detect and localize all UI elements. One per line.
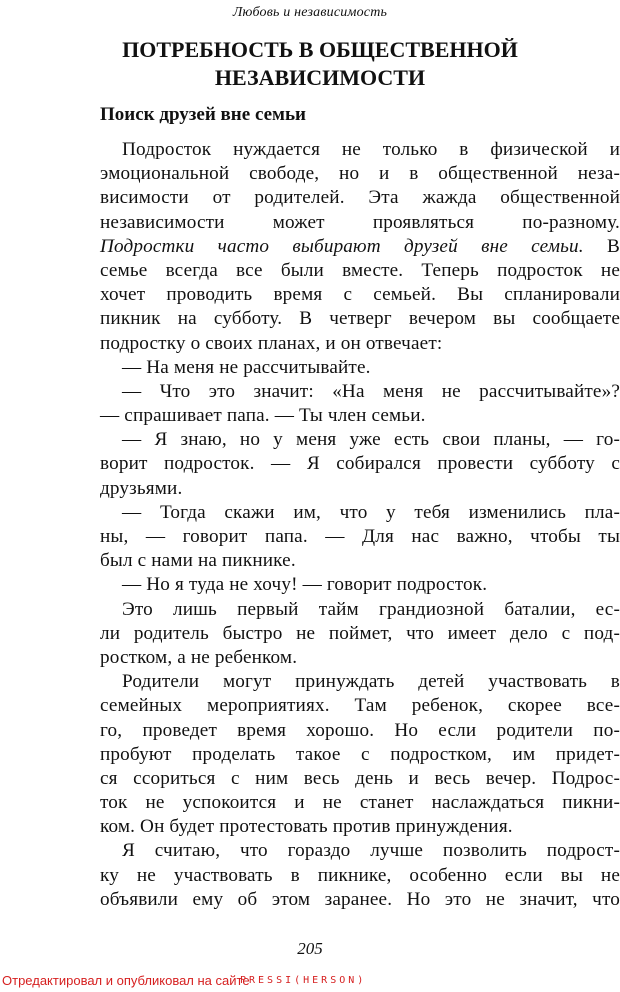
text-line: независимости может проявляться по-разному. <box>100 211 620 233</box>
italic-emphasis: Подростки часто выбирают друзей вне семьи. <box>100 235 584 257</box>
text-line: хочет проводить время с семьей. Вы спланировали <box>100 284 620 306</box>
text-line: — Тогда скажи им, что у тебя изменились пла- <box>122 501 620 523</box>
text-line: Подростки часто выбирают друзей вне семьи. В <box>100 235 620 257</box>
section-title: Поиск друзей вне семьи <box>100 104 306 125</box>
text-line: Я считаю, что гораздо лучше позволить подрост- <box>122 840 620 862</box>
body-text <box>100 138 620 912</box>
text-line: был с нами на пикнике. <box>100 550 296 572</box>
chapter-title: ПОТРЕБНОСТЬ В ОБЩЕСТВЕННОЙ НЕЗАВИСИМОСТИ <box>122 37 518 90</box>
text-line: — На меня не рассчитывайте. <box>122 356 371 378</box>
text-line: семье всегда все были вместе. Теперь подросток не <box>100 259 620 281</box>
text-line: семейных мероприятиях. Там ребенок, скорее все- <box>100 695 620 717</box>
text-line: Это лишь первый тайм грандиозной баталии, ес- <box>122 598 620 620</box>
page-number: 205 <box>297 939 323 958</box>
text-line: эмоциональной свободе, но и в общественной неза- <box>100 163 620 185</box>
text-line: ком. Он будет протестовать против принуждения. <box>100 816 513 838</box>
text-line: объявили ему об этом заранее. Но это не значит, что <box>100 888 620 910</box>
text-line: ны, — говорит папа. — Для нас важно, чтобы ты <box>100 526 620 547</box>
footer-brand: PRESSI(HERSON) <box>240 975 367 986</box>
text-line: ся ссориться с ним весь день и весь вечер. Подрос- <box>100 767 620 789</box>
text-line: ку не участвовать в пикнике, особенно если вы не <box>100 864 620 886</box>
text-line: го, проведет время хорошо. Но если родители по- <box>100 719 620 741</box>
text-line: пробуют проделать такое с подростком, им придет- <box>100 743 620 765</box>
text-line: — Я знаю, но у меня уже есть свои планы, — го- <box>122 429 620 451</box>
text-line: ли родитель быстро не поймет, что имеет дело с под- <box>100 622 620 644</box>
text-line: подростку о своих планах, и он отвечает: <box>100 332 443 354</box>
text-line: — Но я туда не хочу! — говорит подросток. <box>122 574 488 596</box>
text-line: Подросток нуждается не только в физической и <box>122 139 620 160</box>
footer-note: Отредактировал и опубликовал на сайте <box>2 973 250 988</box>
text-line: Родители могут принуждать детей участвовать в <box>122 671 620 693</box>
running-head: Любовь и независимость <box>232 5 388 20</box>
text-line: ростком, а не ребенком. <box>100 646 298 668</box>
text-line: друзьями. <box>100 477 183 499</box>
text-line: ворит подросток. — Я собирался провести субботу с <box>100 453 620 475</box>
text-line: — спрашивает папа. — Ты член семьи. <box>100 405 426 427</box>
text-line: висимости от родителей. Эта жажда общественной <box>100 187 620 209</box>
text-line: — Что это значит: «На меня не рассчитывайте»? <box>122 380 620 402</box>
text-line: пикник на субботу. В четверг вечером вы сообщаете <box>100 308 620 330</box>
text-line: ток не успокоится и не станет наслаждаться пикни- <box>100 792 620 814</box>
